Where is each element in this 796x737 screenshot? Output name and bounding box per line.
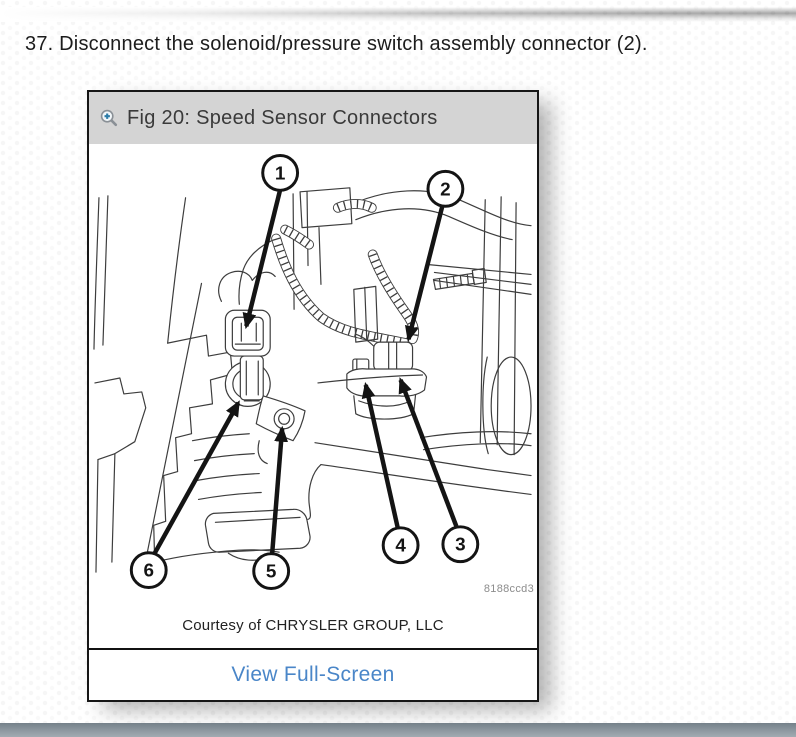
engine-line-art [89, 144, 537, 602]
figure-header [89, 92, 537, 144]
figure-title: Fig 20: Speed Sensor Connectors [127, 106, 438, 129]
callout-6 [131, 553, 166, 588]
image-watermark: 8188ccd3 [483, 583, 534, 595]
figure-image [89, 144, 537, 602]
step-instruction: 37. Disconnect the solenoid/pressure switch assembly connector (2). [25, 33, 648, 55]
svg-text:3: 3 [455, 534, 466, 556]
top-panel-edge [0, 7, 796, 22]
svg-text:5: 5 [265, 561, 277, 583]
callout-5 [254, 554, 289, 589]
svg-text:1: 1 [274, 163, 286, 185]
zoom-in-icon[interactable] [99, 108, 119, 128]
svg-text:2: 2 [440, 179, 451, 201]
svg-text:6: 6 [143, 560, 154, 582]
fullscreen-row [89, 648, 537, 700]
corrugated-hoses [276, 204, 414, 343]
figure-caption: Courtesy of CHRYSLER GROUP, LLC [182, 616, 444, 634]
svg-text:4: 4 [395, 535, 406, 557]
callout-3 [443, 527, 478, 562]
view-fullscreen-link[interactable]: View Full-Screen [231, 663, 395, 686]
callout-4 [383, 528, 418, 563]
callout-1 [263, 155, 298, 190]
figure-card [87, 90, 539, 702]
callout-2 [428, 171, 463, 206]
bottom-scrollbar-track[interactable] [0, 723, 796, 737]
